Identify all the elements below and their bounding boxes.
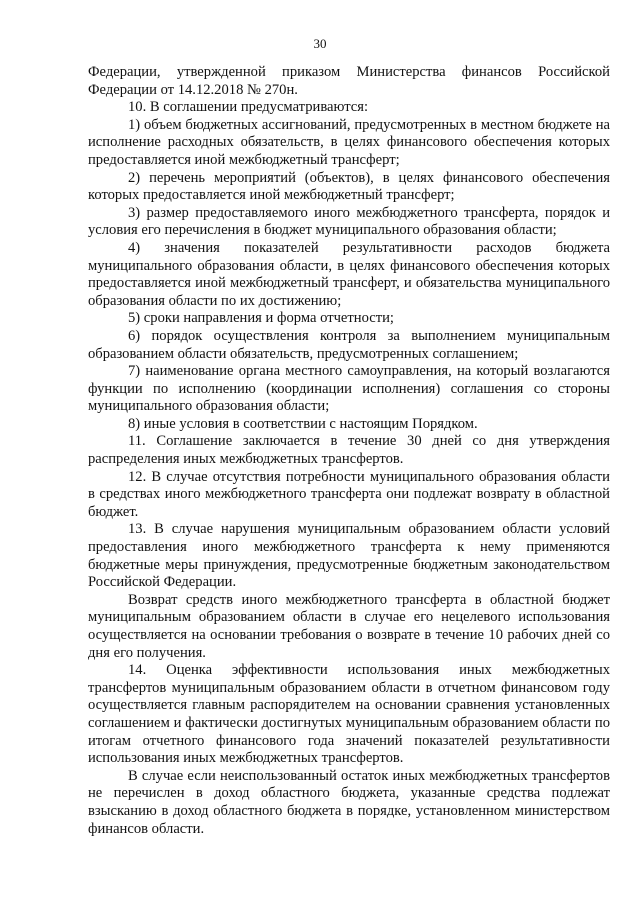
page-number: 30	[313, 36, 327, 51]
paragraph-item-6: 6) порядок осуществления контроля за выполнением муниципальным образованием области обязательств, предусмотренных соглашением;	[88, 327, 610, 362]
document-body	[88, 64, 610, 838]
paragraph-clause-10: 10. В соглашении предусматриваются:	[128, 99, 369, 116]
paragraph-item-5: 5) сроки направления и форма отчетности;	[128, 310, 394, 327]
paragraph-item-4: 4) значения показателей результативности расходов бюджета муниципального образования области, в целях финансового обеспечения которых предоставляется иной межбюджетный трансферт, и обязательства муниципального образования области по их достижению;	[88, 239, 610, 309]
paragraph-clause-11: 11. Соглашение заключается в течение 30 дней со дня утверждения распределения иных межбюджетных трансфертов.	[88, 433, 610, 468]
paragraph-refund: Возврат средств иного межбюджетного трансферта в областной бюджет муниципальным образованием области в случае его нецелевого использования осуществляется на основании требования о возврате в течение 10 рабочих дней со дня его получения.	[88, 591, 610, 661]
paragraph-item-8: 8) иные условия в соответствии с настоящим Порядком.	[128, 415, 478, 432]
paragraph-clause-12: 12. В случае отсутствия потребности муниципального образования области в средствах иного межбюджетного трансферта они подлежат возврату в областной бюджет.	[88, 468, 610, 520]
paragraph-continuation: Федерации, утвержденной приказом Министерства финансов Российской Федерации от 14.12.2018 № 270н.	[88, 64, 610, 98]
paragraph-clause-13: 13. В случае нарушения муниципальным образованием области условий предоставления иного межбюджетного трансферта к нему применяются бюджетные меры принуждения, предусмотренные бюджетным законодательством Российской Федерации.	[88, 521, 610, 591]
paragraph-item-7: 7) наименование органа местного самоуправления, на который возлагаются функции по исполнению (координации исполнения) соглашения со стороны муниципального образования области;	[88, 363, 610, 415]
paragraph-clause-14: 14. Оценка эффективности использования иных межбюджетных трансфертов муниципальным образованием области в отчетном финансовом году осуществляется главным распорядителем на основании сравнения установленных соглашением и фактически достигнутых муниципальным образованием области по итогам отчетного финансового года значений показателей результативности использования иных межбюджетных трансфертов.	[88, 662, 610, 767]
paragraph-item-3: 3) размер предоставляемого иного межбюджетного трансферта, порядок и условия его перечисления в бюджет муниципального образования области;	[88, 204, 610, 239]
paragraph-unused-balance: В случае если неиспользованный остаток иных межбюджетных трансфертов не перечислен в доход областного бюджета, указанные средства подлежат взысканию в доход областного бюджета в порядке, установленном министерством финансов области.	[88, 767, 610, 837]
paragraph-item-1: 1) объем бюджетных ассигнований, предусмотренных в местном бюджете на исполнение расходных обязательств, в целях финансового обеспечения которых предоставляется иной межбюджетный трансферт;	[88, 116, 610, 168]
paragraph-item-2: 2) перечень мероприятий (объектов), в целях финансового обеспечения которых предоставляется иной межбюджетный трансферт;	[88, 169, 610, 204]
